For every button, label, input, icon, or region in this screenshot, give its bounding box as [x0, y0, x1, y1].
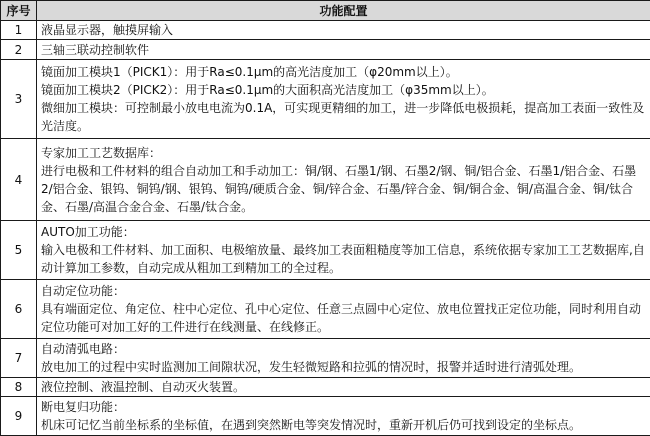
table-row: [1, 21, 650, 40]
table-row: [1, 279, 650, 338]
table-row: [1, 377, 650, 396]
row-config: [37, 339, 650, 378]
row-number: 1: [1, 21, 37, 40]
config-line: 机床可记忆当前坐标系的坐标值，在遇到突然断电等突发情况时，重新开机后仍可找到设定的坐标点。: [41, 418, 582, 433]
table-row: [1, 339, 650, 378]
config-line: 进行电极和工件材料的组合自动加工和手动加工：铜/钢、石墨1/钢、石墨2/钢、铜/铝合金、石墨1/铝合金、石墨2/铝合金、银钨、铜钨/钢、银钨、铜钨/硬质合金、铜/锌合金、石墨/锌合金、铜/铜合金、铜/高温合金、铜/钛合金、石墨/高温合金合金、石墨/钛合金。: [41, 163, 637, 214]
config-line: 液位控制、液温控制、自动灭火装置。: [41, 379, 246, 394]
table-row: [1, 139, 650, 221]
row-number: 8: [1, 377, 37, 396]
row-number: 5: [1, 220, 37, 279]
config-line: 具有端面定位、角定位、柱中心定位、孔中心定位、任意三点圆中心定位、放电位置找正定位功能，同时利用自动定位功能可对加工好的工件进行在线测量、在线修正。: [41, 302, 642, 334]
header-row: [1, 1, 650, 21]
row-config: [37, 21, 650, 40]
config-line: 自动定位功能：: [41, 284, 126, 298]
row-number: 7: [1, 339, 37, 378]
table-row: [1, 59, 650, 139]
row-config: [37, 377, 650, 396]
row-config: [37, 220, 650, 279]
row-config: [37, 397, 650, 436]
config-line: AUTO加工功能：: [41, 224, 135, 239]
header-no: 序号: [1, 1, 37, 21]
table-row: [1, 220, 650, 279]
row-config: [37, 139, 650, 221]
config-line: 液晶显示器，触摸屏输入: [41, 23, 174, 38]
config-line: 自动清弧电路：: [41, 341, 126, 356]
config-line: 输入电极和工件材料、加工面积、电极缩放量、最终加工表面粗糙度等加工信息，系统依据专家加工工艺数据库,自动计算加工参数，自动完成从粗加工到精加工的全过程。: [41, 242, 645, 275]
config-line: 镜面加工模块1（PICK1）：用于Ra≤0.1μm的高光洁度加工（φ20mm以上）。: [41, 64, 458, 79]
config-line: 镜面加工模块2（PICK2）：用于Ra≤0.1μm的大面积高光洁度加工（φ35mm以上）。: [41, 82, 494, 97]
config-line: 微细加工模块：可控制最小放电电流为0.1A，可实现更精细的加工，进一步降低电极损耗，提高加工表面一致性及光洁度。: [41, 100, 645, 133]
header-config: 功能配置: [37, 1, 650, 21]
config-line: 三轴三联动控制软件: [41, 42, 150, 57]
config-line: 放电加工的过程中实时监测加工间隙状况，发生轻微短路和拉弧的情况时，报警并适时进行清弧处理。: [41, 359, 582, 374]
row-config: [37, 279, 650, 338]
row-number: 6: [1, 279, 37, 338]
row-number: 3: [1, 59, 37, 139]
row-config: [37, 59, 650, 139]
row-number: 9: [1, 397, 37, 436]
row-number: 4: [1, 139, 37, 221]
config-line: 断电复归功能：: [41, 400, 126, 415]
table-row: [1, 40, 650, 59]
row-config: [37, 40, 650, 59]
config-line: 专家加工工艺数据库：: [41, 145, 162, 160]
table-row: [1, 397, 650, 436]
row-number: 2: [1, 40, 37, 59]
